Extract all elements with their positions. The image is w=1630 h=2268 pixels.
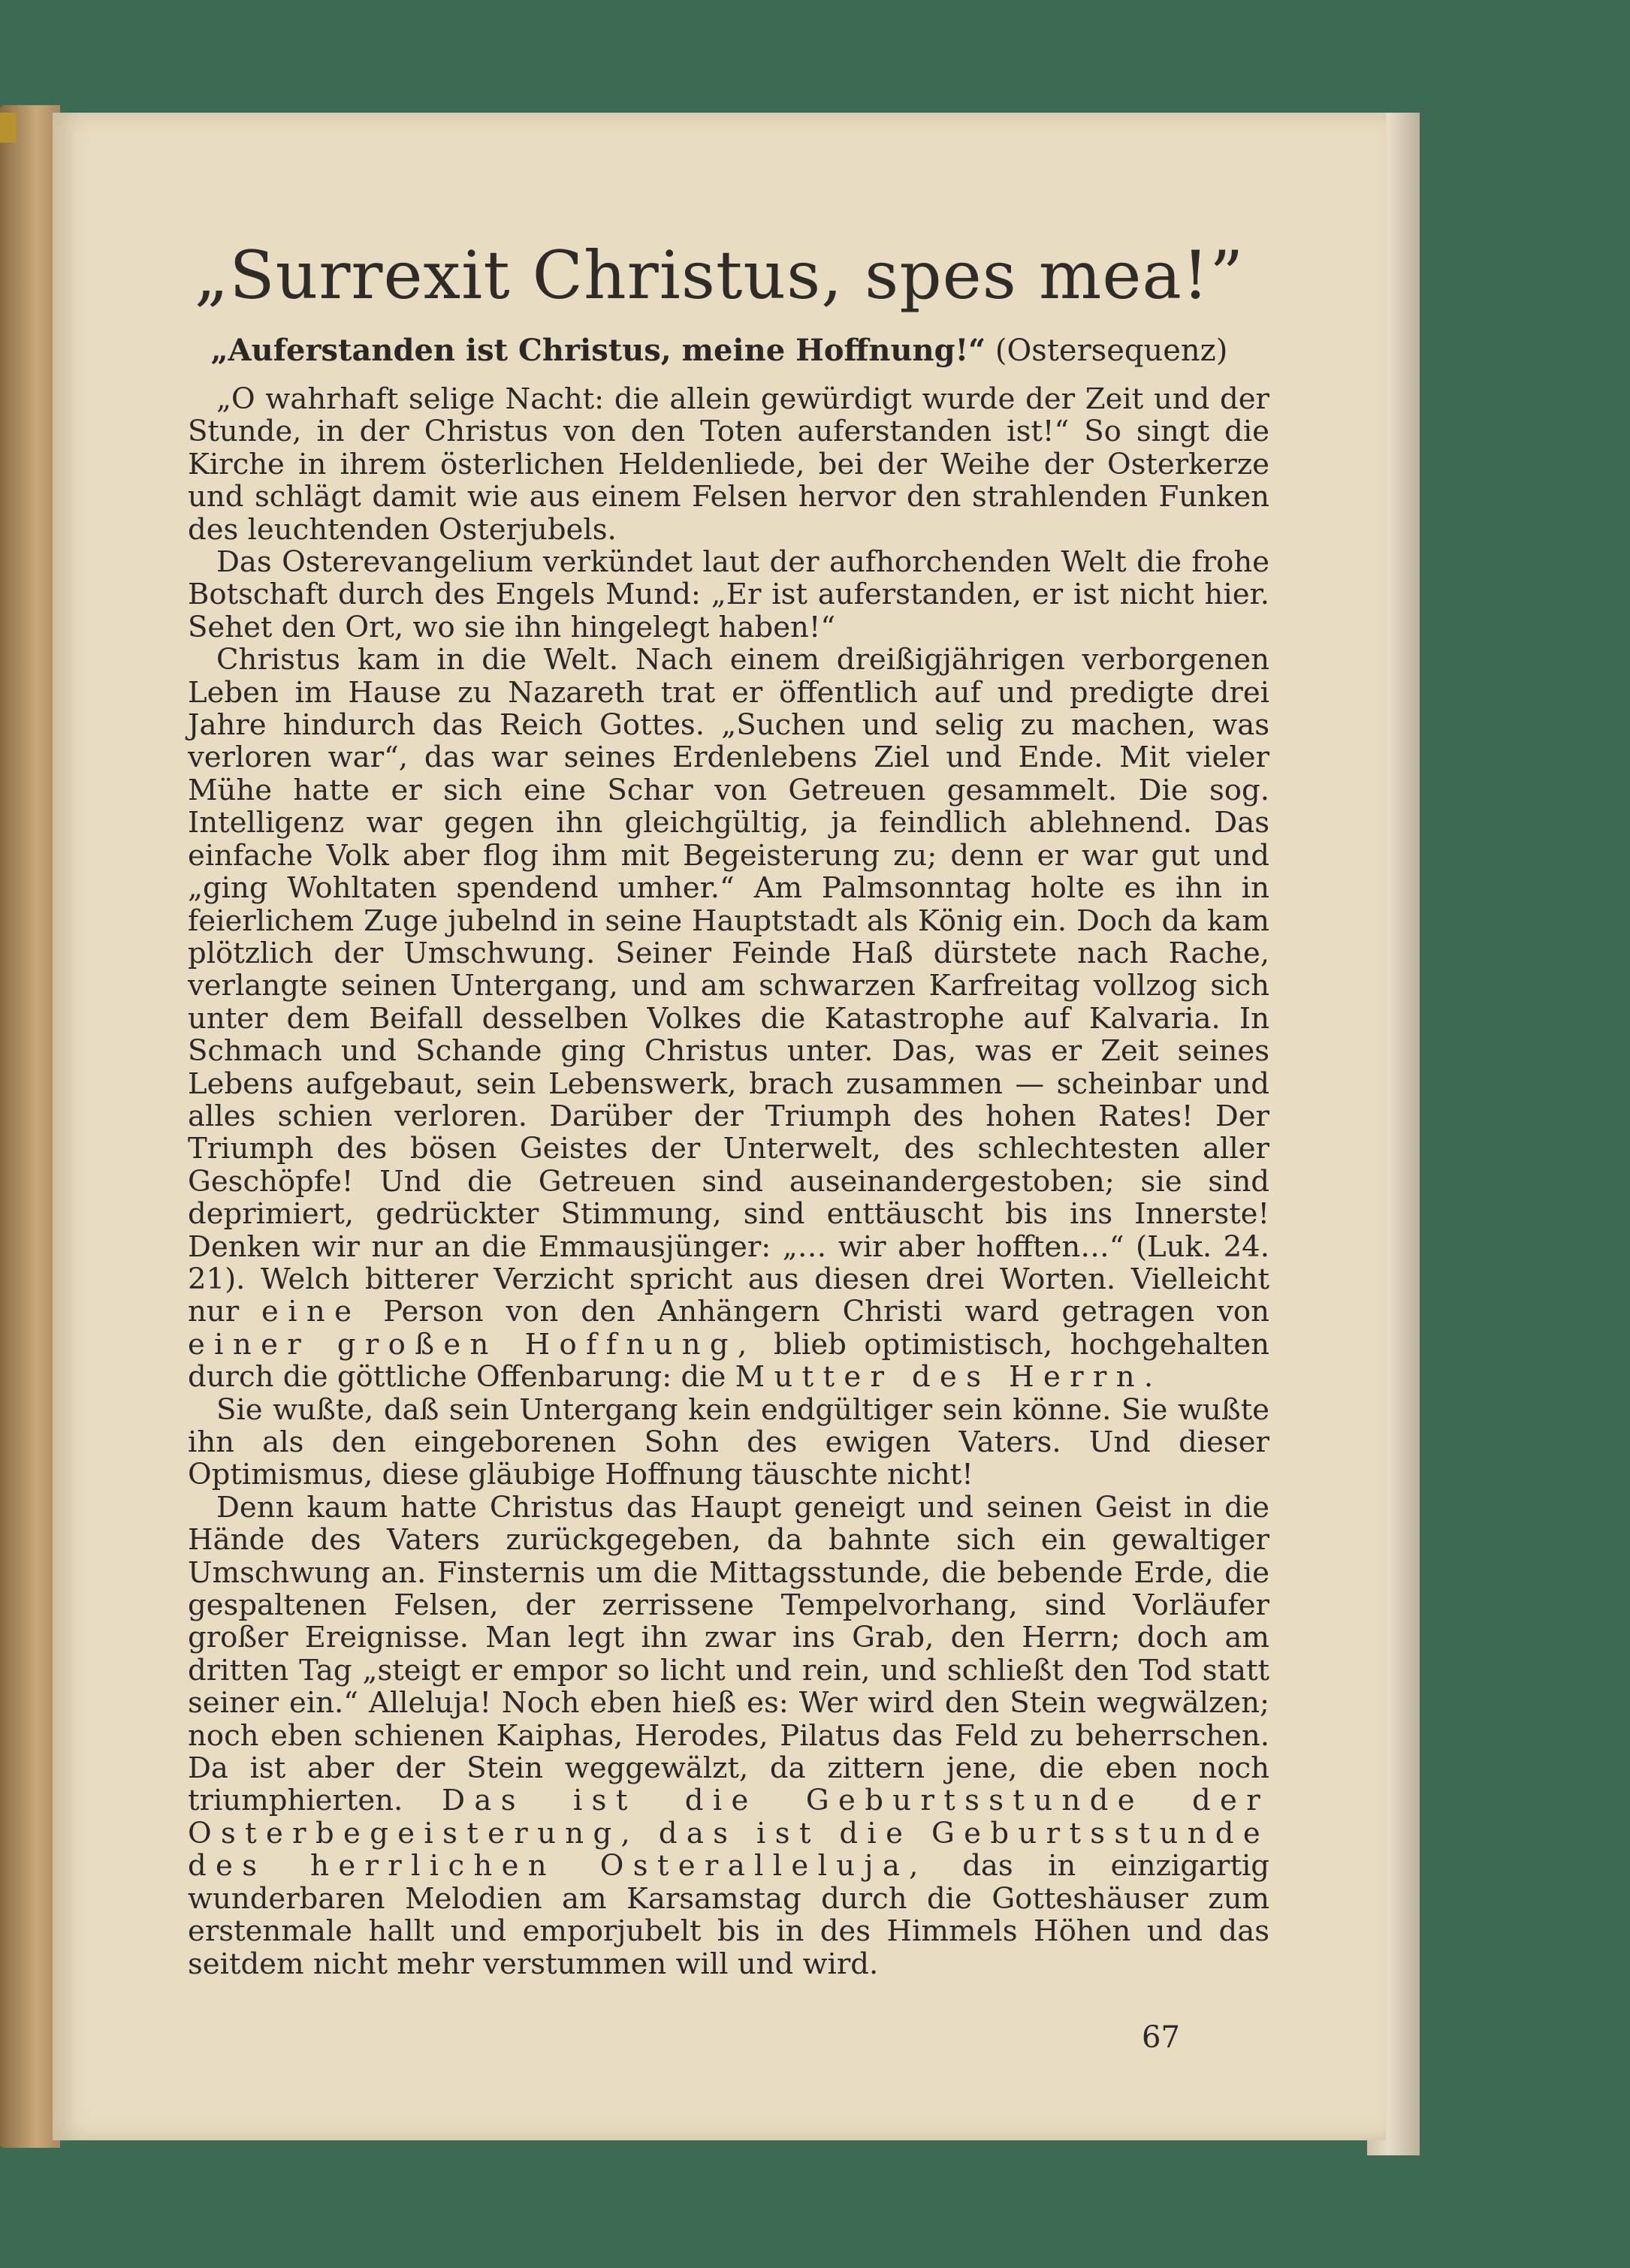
paragraph-3 [188, 644, 1269, 1393]
article-body [188, 383, 1269, 1980]
emphasis-mutter: Mutter des Herrn. [735, 1360, 1163, 1395]
paragraph-5 [188, 1491, 1269, 1980]
paragraph-5-text-b: das in einzigartig wunderbaren Melodien am Karsamstag durch die Gotteshäuser zum erstenmale hallt und emporjubelt bis in des Himmels Höhen und das seitdem nicht mehr verstummen will und wird. [188, 1849, 1269, 1981]
book-cover-left [0, 105, 60, 2148]
subtitle-source: (Ostersequenz) [995, 333, 1228, 368]
paragraph-1: „O wahrhaft selige Nacht: die allein gewürdigt wurde der Zeit und der Stunde, in der Christus von den Toten auferstanden ist!“ So singt die Kirche in ihrem österlichen Heldenliede, bei der Weihe der Osterkerze und schlägt damit wie aus einem Felsen hervor den strahlenden Funken des leuchtenden Osterjubels. [188, 382, 1269, 547]
paragraph-2: Das Osterevangelium verkündet laut der aufhorchenden Welt die frohe Botschaft durch des Engels Mund: „Er ist auferstanden, er ist nicht hier. Sehet den Ort, wo sie ihn hingelegt haben!“ [188, 545, 1269, 644]
subtitle-quote: „Auferstanden ist Christus, meine Hoffnung!“ [210, 333, 986, 368]
book-page [53, 113, 1386, 2140]
gilt-edge [0, 113, 17, 143]
paragraph-3-text-b: Person von den Anhängern Christi ward getragen von [383, 1295, 1269, 1329]
paragraph-3-text-a: Christus kam in die Welt. Nach einem dreißigjährigen verborgenen Leben im Hause zu Nazareth trat er öffentlich auf und predigte drei Jahre hindurch das Reich Gottes. „Suchen und selig zu machen, was verloren war“, das war seines Erdenlebens Ziel und Ende. Mit vieler Mühe hatte er sich eine Schar von Getreuen gesammelt. Die sog. Intelligenz war gegen ihn gleichgültig, ja feindlich ablehnend. Das einfache Volk aber flog ihm mit Begeisterung zu; denn er war gut und „ging Wohltaten spendend umher.“ Am Palmsonntag holte es ihn in feierlichem Zuge jubelnd in seine Hauptstadt als König ein. Doch da kam plötzlich der Umschwung. Seiner Feinde Haß dürstete nach Rache, verlangte seinen Untergang, und am schwarzen Karfreitag vollzog sich unter dem Beifall desselben Volkes die Katastrophe auf Kalvaria. In Schmach und Schande ging Christus unter. Das, was er Zeit seines Lebens aufgebaut, sein Lebenswerk, brach zusammen — scheinbar und alles schien verloren. Darüber der Triumph des hohen Rates! Der Triumph des bösen Geistes der Unterwelt, des schlechtesten aller Geschöpfe! Und die Getreuen sind auseinandergestoben; sie sind deprimiert, gedrückter Stimmung, sind enttäuscht bis ins Innerste! Denken wir nur an die Emmausjünger: „… wir aber hofften…“ (Luk. 24. 21). Welch bitterer Verzicht spricht aus diesen drei Worten. Vielleicht nur [188, 643, 1269, 1329]
paragraph-5-text-a: Denn kaum hatte Christus das Haupt geneigt und seinen Geist in die Hände des Vaters zurückgegeben, da bahnte sich ein gewaltiger Umschwung an. Finsternis um die Mittagsstunde, die bebende Erde, die gespaltenen Felsen, der zerrissene Tempelvorhang, sind Vorläufer großer Ereignisse. Man legt ihn zwar ins Grab, den Herrn; doch am dritten Tag „steigt er empor so licht und rein, und schließt den Tod statt seiner ein.“ Alleluja! Noch eben hieß es: Wer wird den Stein wegwälzen; noch eben schienen Kaiphas, Herodes, Pilatus das Feld zu beherrschen. Da ist aber der Stein weggewälzt, da zittern jene, die eben noch triumphierten. [188, 1490, 1269, 1818]
page-number: 67 [1142, 2020, 1180, 2055]
page-subtitle [53, 333, 1386, 368]
paragraph-3-text-c: blieb optimistisch, hochgehalten durch die göttliche Offenbarung: die [188, 1327, 1269, 1395]
emphasis-geburtsstunde: Das ist die Geburtsstunde der Osterbegeisterung, das ist die Geburtsstunde des herrlichen Osteralleluja, [188, 1784, 1270, 1883]
page-title: „Surrexit Christus, spes mea!” [194, 237, 1245, 314]
emphasis-eine: eine [261, 1295, 361, 1329]
emphasis-hoffnung: einer großen Hoffnung, [188, 1327, 756, 1362]
paragraph-4: Sie wußte, daß sein Untergang kein endgültiger sein könne. Sie wußte ihn als den eingeborenen Sohn des ewigen Vaters. Und dieser Optimismus, diese gläubige Hoffnung täuschte nicht! [188, 1392, 1269, 1492]
